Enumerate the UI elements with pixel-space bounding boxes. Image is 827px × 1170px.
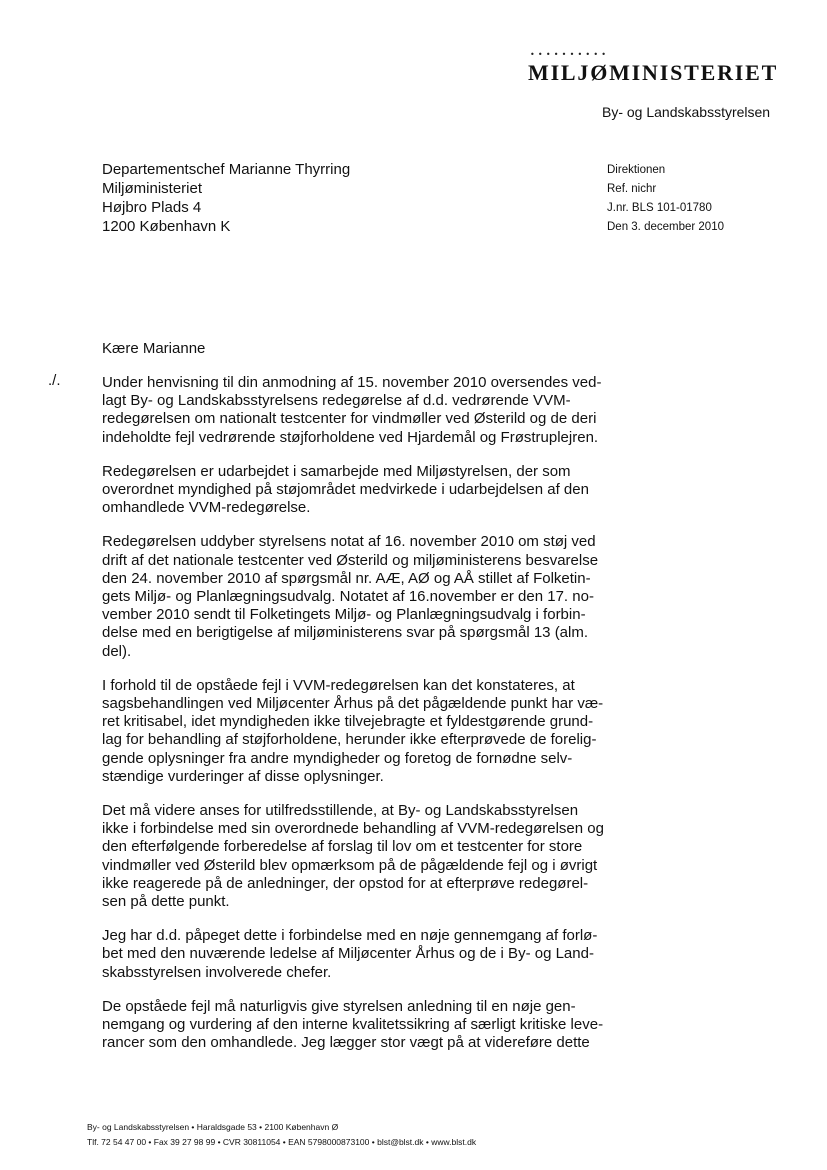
paragraph-line: Det må videre anses for utilfredsstillende, at By- og Landskabsstyrelsen: [102, 802, 579, 820]
logo-dots: ••••••••••: [530, 50, 610, 59]
paragraph-line: lag for behandling af støjforholdene, herunder ikke efterprøvede de forelig-: [102, 731, 597, 749]
paragraph-line: Redegørelsen er udarbejdet i samarbejde med Miljøstyrelsen, der som: [102, 462, 571, 480]
paragraph-line: omhandlede VVM-redegørelse.: [102, 499, 311, 517]
paragraph-line: ikke i forbindelse med sin overordnede behandling af VVM-redegørelsen og: [102, 820, 604, 838]
recipient-line: Departementschef Marianne Thyrring: [102, 161, 351, 178]
paragraph-line: ikke reagerede på de anledninger, der opstod for at efterprøve redegørel-: [102, 874, 589, 892]
agency-name: By- og Landskabsstyrelsen: [602, 104, 771, 120]
paragraph-line: Jeg har d.d. påpeget dette i forbindelse med en nøje gennemgang af forlø-: [102, 927, 598, 945]
recipient-line: Miljøministeriet: [102, 180, 203, 197]
journal-number: J.nr. BLS 101-01780: [607, 202, 712, 214]
recipient-line: 1200 København K: [102, 218, 231, 235]
paragraph-line: indeholdte fejl vedrørende støjforholdene ved Hjardemål og Frøstruplejren.: [102, 428, 599, 446]
paragraph-line: drift af det nationale testcenter ved Østerild og miljøministerens besvarelse: [102, 551, 599, 569]
paragraph-line: De opståede fejl må naturligvis give styrelsen anledning til en nøje gen-: [102, 997, 576, 1015]
paragraph-line: gets Miljø- og Planlægningsudvalg. Notatet af 16.november er den 17. no-: [102, 588, 594, 606]
paragraph-line: Redegørelsen uddyber styrelsens notat af 16. november 2010 om støj ved: [102, 533, 596, 551]
footer-contact: Tlf. 72 54 47 00 • Fax 39 27 98 99 • CVR 30811054 • EAN 5798000873100 • blst@blst.dk • www.blst.dk: [87, 1137, 477, 1147]
department-label: Direktionen: [607, 164, 666, 176]
paragraph-line: del).: [102, 642, 132, 660]
paragraph-line: overordnet myndighed på støjområdet medvirkede i udarbejdelsen af den: [102, 481, 589, 499]
reference-block: [607, 161, 724, 237]
paragraph-line: vember 2010 sendt til Folketingets Miljø- og Planlægningsudvalg i forbin-: [102, 606, 586, 624]
paragraph-line: Under henvisning til din anmodning af 15. november 2010 oversendes ved-: [102, 374, 602, 391]
paragraph-line: sagsbehandlingen ved Miljøcenter Århus på det pågældende punkt har væ-: [102, 695, 604, 713]
body-paragraph: [102, 998, 622, 1053]
ministry-name: MILJØMINISTERIET: [528, 60, 779, 85]
body-paragraph: [102, 802, 622, 911]
body-paragraph: [102, 533, 622, 660]
paragraph-line: stændige vurderinger af disse oplysninger.: [102, 767, 384, 785]
paragraph-line: den efterfølgende forberedelse af forslag til lov om et testcenter for store: [102, 838, 583, 856]
paragraph-line: rancer som den omhandlede. Jeg lægger stor vægt på at videreføre dette: [102, 1034, 590, 1052]
footer: [87, 1120, 476, 1150]
recipient-address: [102, 160, 350, 236]
paragraph-line: delse med en berigtigelse af miljøministerens svar på spørgsmål 13 (alm.: [102, 624, 589, 642]
enclosure-mark: ./.: [48, 372, 61, 389]
recipient-line: Højbro Plads 4: [102, 199, 202, 216]
greeting: Kære Marianne: [102, 340, 206, 357]
paragraph-line: den 24. november 2010 af spørgsmål nr. AÆ, AØ og AÅ stillet af Folketin-: [102, 569, 591, 587]
footer-address: By- og Landskabsstyrelsen • Haraldsgade 53 • 2100 København Ø: [87, 1122, 339, 1132]
reference-label: Ref. nichr: [607, 183, 657, 195]
paragraph-line: I forhold til de opståede fejl i VVM-redegørelsen kan det konstateres, at: [102, 676, 575, 694]
letter-body: [102, 374, 622, 1069]
paragraph-line: skabsstyrelsen involverede chefer.: [102, 963, 332, 981]
body-paragraph: [102, 374, 622, 447]
body-paragraph: [102, 677, 622, 786]
paragraph-line: sen på dette punkt.: [102, 893, 230, 911]
paragraph-line: ret kritisabel, idet myndigheden ikke tilvejebragte et fyldestgørende grund-: [102, 713, 594, 731]
paragraph-line: redegørelsen om nationalt testcenter for vindmøller ved Østerild og de deri: [102, 410, 597, 428]
paragraph-line: bet med den nuværende ledelse af Miljøcenter Århus og de i By- og Land-: [102, 945, 594, 963]
body-paragraph: [102, 927, 622, 982]
body-paragraph: [102, 463, 622, 518]
paragraph-line: vindmøller ved Østerild blev opmærksom på de pågældende fejl og i øvrigt: [102, 856, 598, 874]
letter-date: Den 3. december 2010: [607, 221, 724, 233]
paragraph-line: gende oplysninger fra andre myndigheder og foretog de fornødne selv-: [102, 749, 573, 767]
paragraph-line: nemgang og vurdering af den interne kvalitetssikring af særligt kritiske leve-: [102, 1016, 604, 1034]
paragraph-line: lagt By- og Landskabsstyrelsens redegørelse af d.d. vedrørende VVM-: [102, 392, 571, 410]
